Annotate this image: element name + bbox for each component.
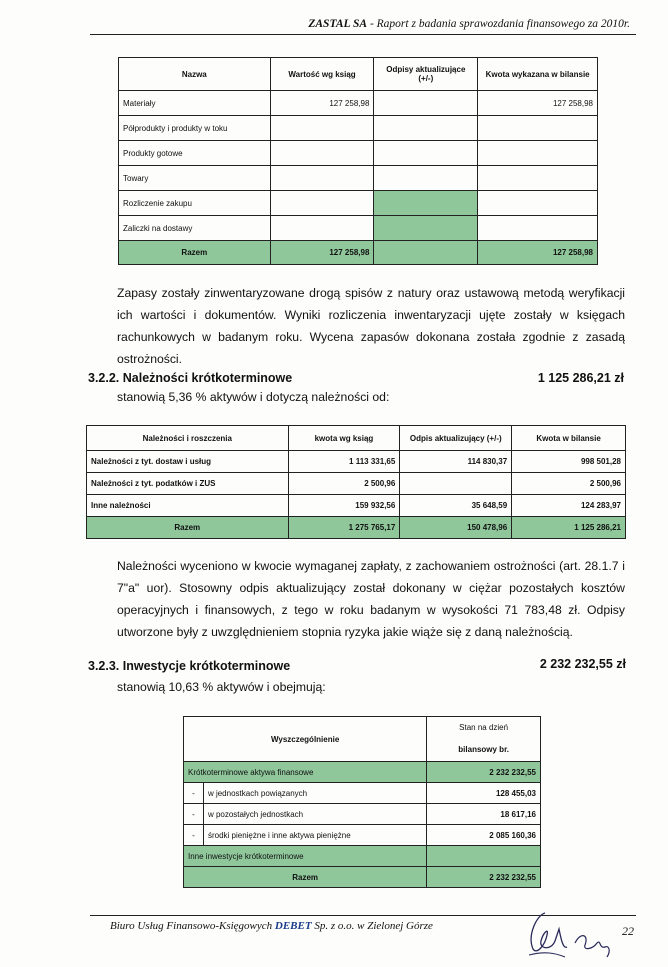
table-row: [87, 451, 626, 473]
total-kwota: 127 258,98: [478, 241, 598, 265]
investments-amount: 2 232 232,55 zł: [539, 657, 626, 671]
cell-kwota: [478, 191, 598, 216]
cell-kwota: [478, 166, 598, 191]
header-title: - Raport z badania sprawozdania finansowego za 2010r.: [369, 18, 630, 30]
section-heading-receivables: 3.2.2. Należności krótkoterminowe: [88, 371, 293, 385]
cell-value: 128 455,03: [427, 783, 541, 804]
footer-brand: DEBET: [274, 920, 312, 932]
cell-odpis: [374, 91, 478, 116]
cell-value: [270, 191, 374, 216]
cell-value: 2 232 232,55: [427, 762, 541, 783]
col-header: Nazwa: [119, 58, 271, 91]
handwritten-signature: [515, 905, 615, 960]
table-row: [184, 825, 541, 846]
row-label: Rozliczenie zakupu: [119, 191, 271, 216]
cell-value: [427, 846, 541, 867]
cell-value: [270, 166, 374, 191]
cell-value: 2 500,96: [288, 473, 400, 495]
footer-suffix: Sp. z o.o. w Zielonej Górze: [314, 920, 433, 932]
total-odpis: [374, 241, 478, 265]
section-heading-investments: 3.2.3. Inwestycje krótkoterminowe: [88, 659, 291, 673]
row-label: w jednostkach powiązanych: [203, 783, 426, 804]
cell-odpis: [400, 473, 512, 495]
table-row: [119, 141, 598, 166]
col-header: Kwota w bilansie: [512, 426, 626, 451]
table-header-row: [87, 426, 626, 451]
col-header-balance: [427, 717, 541, 762]
cell-value: [270, 216, 374, 241]
table-row: [119, 166, 598, 191]
row-label: środki pieniężne i inne aktywa pieniężne: [203, 825, 426, 846]
cell-kwota: 124 283,97: [512, 495, 626, 517]
footer-prefix: Biuro Usług Finansowo-Księgowych: [110, 920, 273, 932]
receivables-lead: stanowią 5,36 % aktywów i dotyczą należności od:: [117, 390, 390, 404]
table-total-row: [119, 241, 598, 265]
col-header: Odpisy aktualizujące (+/-): [374, 58, 478, 91]
total-value: 2 232 232,55: [427, 867, 541, 888]
col-header-line: bilansowy br.: [458, 745, 509, 754]
row-label: Inne inwestycje krótkoterminowe: [184, 846, 427, 867]
total-label: Razem: [119, 241, 271, 265]
receivables-table: [86, 425, 626, 539]
receivables-amount: 1 125 286,21 zł: [537, 371, 624, 385]
cell-odpis: [374, 216, 478, 241]
row-label: Zaliczki na dostawy: [119, 216, 271, 241]
table-row: [119, 91, 598, 116]
investments-table: [183, 716, 541, 888]
cell-odpis: [374, 141, 478, 166]
row-label: Należności z tyt. podatków i ZUS: [87, 473, 289, 495]
row-label: Krótkoterminowe aktywa finansowe: [184, 762, 427, 783]
row-dash: -: [184, 825, 204, 846]
table-total-row: [184, 867, 541, 888]
cell-value: 159 932,56: [288, 495, 400, 517]
row-label: Produkty gotowe: [119, 141, 271, 166]
row-label: Należności z tyt. dostaw i usług: [87, 451, 289, 473]
row-dash: -: [184, 804, 204, 825]
cell-odpis: 35 648,59: [400, 495, 512, 517]
table-row: [119, 116, 598, 141]
table-row: [119, 216, 598, 241]
table-row-main: [184, 762, 541, 783]
total-value: 1 275 765,17: [288, 517, 400, 539]
table-total-row: [87, 517, 626, 539]
col-header: Odpis aktualizujący (+/-): [400, 426, 512, 451]
col-header: Należności i roszczenia: [87, 426, 289, 451]
cell-value: 127 258,98: [270, 91, 374, 116]
page-header: [308, 18, 630, 30]
total-label: Razem: [184, 867, 427, 888]
col-header-line: Stan na dzień: [459, 723, 509, 732]
cell-kwota: [478, 141, 598, 166]
col-header: Kwota wykazana w bilansie: [478, 58, 598, 91]
row-dash: -: [184, 783, 204, 804]
cell-value: [270, 116, 374, 141]
table-row: [184, 783, 541, 804]
table-header-row: [119, 58, 598, 91]
col-header: Wyszczególnienie: [184, 717, 427, 762]
total-value: 127 258,98: [270, 241, 374, 265]
table-row-other: [184, 846, 541, 867]
table-row: [87, 473, 626, 495]
page-footer: [110, 920, 433, 932]
row-label: Półprodukty i produkty w toku: [119, 116, 271, 141]
table-row: [184, 804, 541, 825]
investments-lead: stanowią 10,63 % aktywów i obejmują:: [117, 680, 326, 694]
total-kwota: 1 125 286,21: [512, 517, 626, 539]
inventory-paragraph: Zapasy zostały zinwentaryzowane drogą spisów z natury oraz ustawową metodą weryfikacji ich wartości i dokumentów. Wyniki rozliczenia inwentaryzacji ujęte zostały w księgach rachunkowych w badanym roku. Wycena zapasów dokonana została zgodnie z zasadą ostrożności.: [117, 286, 625, 366]
header-divider: [90, 34, 636, 35]
table-row: [119, 191, 598, 216]
inventory-table: [118, 57, 598, 265]
cell-odpis: [374, 166, 478, 191]
page-number: 22: [622, 924, 634, 938]
cell-odpis: [374, 116, 478, 141]
cell-kwota: [478, 116, 598, 141]
cell-value: 1 113 331,65: [288, 451, 400, 473]
table-row: [87, 495, 626, 517]
cell-value: [270, 141, 374, 166]
cell-kwota: [478, 216, 598, 241]
table-header-row: [184, 717, 541, 762]
row-label: Materiały: [119, 91, 271, 116]
header-company: ZASTAL SA: [308, 18, 368, 30]
total-label: Razem: [87, 517, 289, 539]
cell-value: 2 085 160,36: [427, 825, 541, 846]
col-header: kwota wg ksiąg: [288, 426, 400, 451]
row-label: w pozostałych jednostkach: [203, 804, 426, 825]
row-label: Towary: [119, 166, 271, 191]
receivables-paragraph: Należności wyceniono w kwocie wymaganej zapłaty, z zachowaniem ostrożności (art. 28.1.7 i 7"a" uor). Stosowny odpis aktualizujący został dokonany w ciężar pozostałych kosztów operacyjnych i finansowych, z tego w roku badanym w wysokości 71 783,48 zł. Odpisy utworzone były z uwzględnieniem stopnia ryzyka jakie wiąże się z daną należnością.: [117, 559, 625, 639]
row-label: Inne należności: [87, 495, 289, 517]
col-header: Wartość wg ksiąg: [270, 58, 374, 91]
cell-kwota: 998 501,28: [512, 451, 626, 473]
total-odpis: 150 478,96: [400, 517, 512, 539]
cell-value: 18 617,16: [427, 804, 541, 825]
cell-odpis: [374, 191, 478, 216]
cell-kwota: 2 500,96: [512, 473, 626, 495]
cell-kwota: 127 258,98: [478, 91, 598, 116]
cell-odpis: 114 830,37: [400, 451, 512, 473]
